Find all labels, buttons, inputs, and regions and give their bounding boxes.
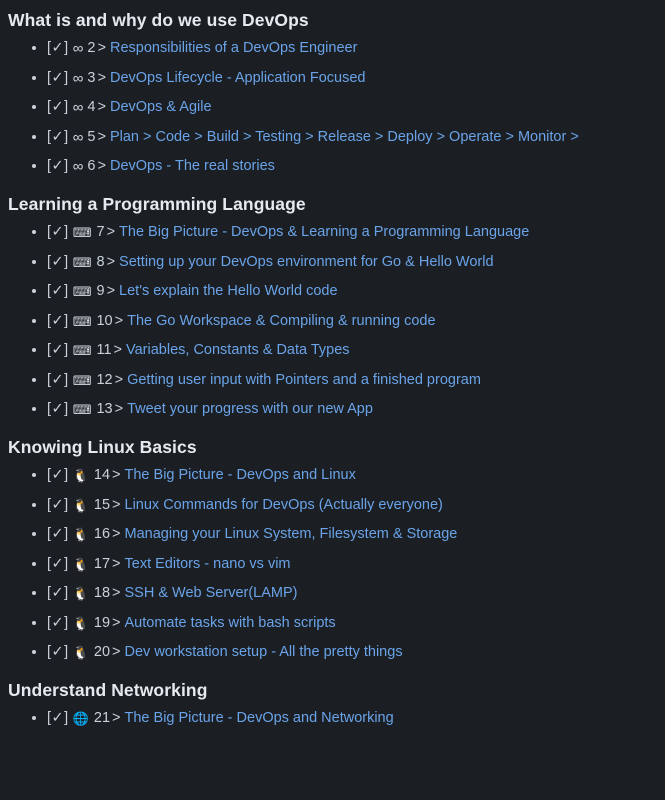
item-link[interactable]: The Big Picture - DevOps and Linux — [124, 467, 356, 483]
item-link[interactable]: Let's explain the Hello World code — [119, 283, 338, 299]
separator-caret: > — [97, 99, 106, 115]
list-item — [8, 223, 657, 242]
item-link[interactable]: Linux Commands for DevOps (Actually everyone) — [124, 496, 443, 513]
separator-caret: > — [97, 158, 106, 174]
separator-caret: > — [113, 342, 123, 358]
list-item — [8, 584, 657, 603]
list-item — [8, 157, 657, 176]
content-section — [8, 10, 657, 176]
checkbox-toggle[interactable]: [✓] — [47, 401, 69, 417]
list-item — [8, 555, 657, 574]
item-number: 11 — [96, 342, 112, 358]
list-item — [8, 709, 657, 728]
item-number: 6 — [87, 158, 96, 174]
item-link[interactable]: Setting up your DevOps environment for Go & Hello World — [119, 253, 494, 270]
penguin-icon: 🐧 — [72, 497, 89, 513]
separator-caret: > — [106, 283, 116, 299]
globe-icon: 🌐 — [72, 711, 89, 726]
checklist — [8, 709, 657, 728]
separator-caret: > — [112, 496, 121, 513]
checklist — [8, 466, 657, 662]
checkbox-toggle[interactable]: [✓] — [47, 467, 69, 483]
section-title: What is and why do we use DevOps — [8, 10, 309, 30]
infinity-icon: ∞ — [72, 128, 83, 146]
separator-caret: > — [106, 224, 116, 240]
keyboard-icon: ⌨ — [72, 372, 92, 388]
section-title: Learning a Programming Language — [8, 194, 306, 214]
item-link[interactable]: DevOps - The real stories — [109, 158, 275, 174]
separator-caret: > — [112, 555, 121, 572]
penguin-icon: 🐧 — [72, 527, 89, 542]
item-number: 4 — [87, 99, 96, 115]
checkbox-toggle[interactable]: [✓] — [47, 342, 69, 358]
item-number: 20 — [93, 644, 111, 660]
keyboard-icon: ⌨ — [72, 343, 92, 358]
list-item — [8, 371, 657, 390]
checkbox-toggle[interactable]: [✓] — [47, 555, 69, 572]
separator-caret: > — [112, 644, 121, 660]
keyboard-icon: ⌨ — [72, 254, 92, 270]
checkbox-toggle[interactable]: [✓] — [47, 585, 69, 601]
infinity-icon: ∞ — [72, 69, 83, 87]
keyboard-icon: ⌨ — [72, 225, 92, 240]
checkbox-toggle[interactable]: [✓] — [47, 526, 69, 542]
checkbox-toggle[interactable]: [✓] — [47, 312, 69, 329]
item-link[interactable]: Dev workstation setup - All the pretty things — [124, 644, 403, 660]
list-item — [8, 525, 657, 544]
checkbox-toggle[interactable]: [✓] — [47, 224, 69, 240]
list-item — [8, 39, 657, 58]
list-item — [8, 253, 657, 272]
checkbox-toggle[interactable]: [✓] — [47, 283, 69, 299]
item-number: 14 — [93, 467, 111, 483]
item-number: 16 — [93, 526, 111, 542]
infinity-icon: ∞ — [72, 99, 83, 116]
penguin-icon: 🐧 — [72, 556, 89, 572]
item-number: 18 — [93, 585, 111, 601]
item-link[interactable]: Automate tasks with bash scripts — [124, 614, 336, 631]
item-number: 2 — [87, 40, 96, 56]
list-item — [8, 98, 657, 117]
item-number: 12 — [96, 371, 113, 388]
item-link[interactable]: The Big Picture - DevOps and Networking — [124, 710, 394, 726]
separator-caret: > — [112, 710, 121, 726]
infinity-icon: ∞ — [72, 40, 83, 57]
checkbox-toggle[interactable]: [✓] — [47, 710, 69, 726]
item-number: 7 — [96, 224, 105, 240]
penguin-icon: 🐧 — [72, 645, 89, 660]
content-section — [8, 437, 657, 662]
item-number: 9 — [96, 283, 105, 299]
separator-caret: > — [114, 312, 124, 329]
separator-caret: > — [112, 585, 121, 601]
list-item — [8, 614, 657, 633]
item-link[interactable]: Plan > Code > Build > Testing > Release > Deploy > Operate > Monitor > — [109, 128, 579, 145]
item-link[interactable]: The Big Picture - DevOps & Learning a Programming Language — [119, 224, 530, 240]
content-section — [8, 194, 657, 419]
list-item — [8, 466, 657, 485]
item-link[interactable]: Getting user input with Pointers and a finished program — [127, 371, 481, 388]
list-item — [8, 496, 657, 515]
checkbox-toggle[interactable]: [✓] — [47, 614, 69, 631]
checkbox-toggle[interactable]: [✓] — [47, 69, 69, 86]
checkbox-toggle[interactable]: [✓] — [47, 158, 69, 174]
item-link[interactable]: Managing your Linux System, Filesystem & Storage — [124, 526, 458, 542]
item-link[interactable]: The Go Workspace & Compiling & running code — [127, 312, 436, 329]
checkbox-toggle[interactable]: [✓] — [47, 253, 69, 270]
separator-caret: > — [97, 40, 106, 56]
separator-caret: > — [114, 371, 124, 388]
separator-caret: > — [97, 128, 106, 145]
checkbox-toggle[interactable]: [✓] — [47, 99, 69, 115]
item-link[interactable]: SSH & Web Server(LAMP) — [124, 585, 298, 601]
item-link[interactable]: Tweet your progress with our new App — [127, 401, 373, 417]
item-link[interactable]: DevOps Lifecycle - Application Focused — [109, 69, 366, 86]
item-link[interactable]: DevOps & Agile — [109, 99, 212, 115]
separator-caret: > — [112, 467, 121, 483]
section-title: Knowing Linux Basics — [8, 437, 197, 457]
checklist — [8, 223, 657, 419]
separator-caret: > — [97, 69, 106, 86]
infinity-icon: ∞ — [72, 158, 83, 175]
item-number: 3 — [87, 69, 96, 86]
list-item — [8, 282, 657, 301]
penguin-icon: 🐧 — [72, 468, 89, 483]
list-item — [8, 312, 657, 331]
section-title: Understand Networking — [8, 680, 208, 700]
checkbox-toggle[interactable]: [✓] — [47, 644, 69, 660]
sections-container — [8, 10, 657, 728]
penguin-icon: 🐧 — [72, 586, 89, 601]
item-number: 8 — [96, 253, 105, 270]
list-item — [8, 69, 657, 88]
item-link[interactable]: Responsibilities of a DevOps Engineer — [109, 40, 358, 56]
item-link[interactable]: Variables, Constants & Data Types — [126, 342, 350, 358]
checkbox-toggle[interactable]: [✓] — [47, 496, 69, 513]
item-number: 21 — [93, 710, 111, 726]
checkbox-toggle[interactable]: [✓] — [47, 40, 69, 56]
item-link[interactable]: Text Editors - nano vs vim — [124, 555, 291, 572]
separator-caret: > — [114, 401, 124, 417]
item-number: 17 — [93, 555, 111, 572]
item-number: 13 — [96, 401, 113, 417]
list-item — [8, 400, 657, 419]
keyboard-icon: ⌨ — [72, 402, 92, 417]
item-number: 15 — [93, 496, 111, 513]
item-number: 19 — [93, 614, 111, 631]
list-item — [8, 128, 657, 147]
penguin-icon: 🐧 — [72, 615, 89, 631]
separator-caret: > — [112, 614, 121, 631]
separator-caret: > — [106, 253, 116, 270]
checkbox-toggle[interactable]: [✓] — [47, 128, 69, 145]
keyboard-icon: ⌨ — [72, 313, 92, 329]
list-item — [8, 643, 657, 662]
content-section — [8, 680, 657, 728]
checkbox-toggle[interactable]: [✓] — [47, 371, 69, 388]
item-number: 5 — [87, 128, 96, 145]
list-item — [8, 341, 657, 360]
checklist — [8, 39, 657, 176]
item-number: 10 — [96, 312, 113, 329]
keyboard-icon: ⌨ — [72, 284, 92, 299]
separator-caret: > — [112, 526, 121, 542]
